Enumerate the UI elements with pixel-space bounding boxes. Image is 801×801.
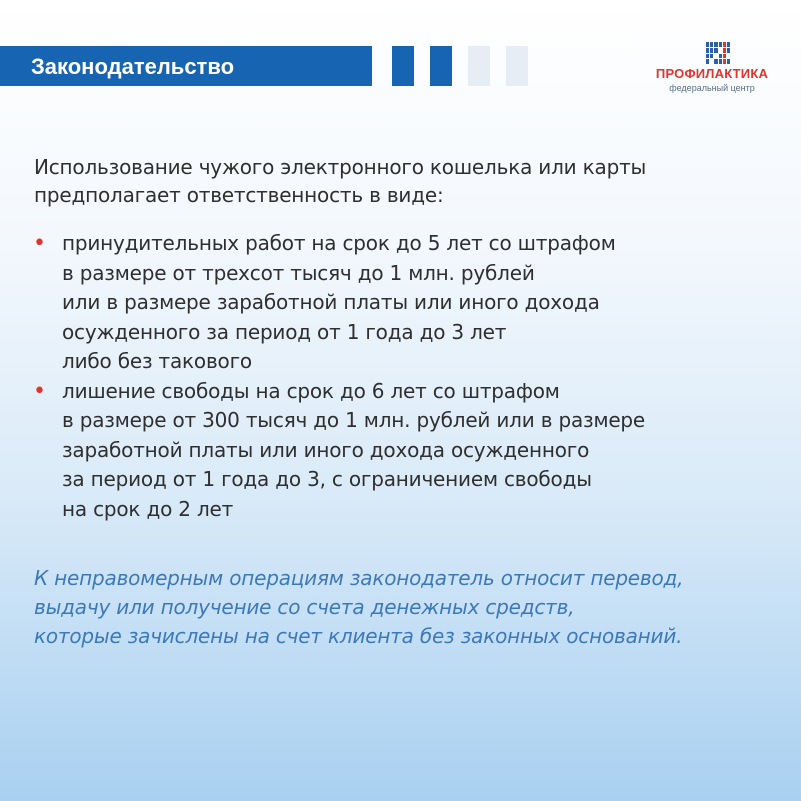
intro-line: предполагает ответственность в виде: — [34, 183, 444, 207]
logo-subtitle: федеральный центр — [669, 83, 755, 93]
logo-name: ПРОФИЛАКТИКА — [655, 66, 769, 81]
list-item-line: за период от 1 года до 3, с ограничением свободы — [62, 467, 592, 491]
logo-grid-cell — [727, 54, 730, 59]
note-line: К неправомерным операциям законодатель относит перевод, — [34, 566, 684, 590]
logo-grid-cell — [714, 54, 717, 59]
logo-grid-cell — [723, 54, 726, 59]
list-item-line: в размере от трехсот тысяч до 1 млн. рублей — [62, 260, 535, 285]
logo-grid-cell — [710, 48, 713, 53]
logo-grid-cell — [727, 59, 730, 64]
logo-grid-cell — [710, 59, 713, 64]
liability-list — [33, 229, 793, 524]
header-decoration-block-4 — [506, 46, 528, 86]
list-item-line: в размере от 300 тысяч до 1 млн. рублей или в размере — [62, 408, 646, 432]
logo-grid-cell — [706, 48, 709, 53]
logo-grid-cell — [710, 54, 713, 59]
logo-grid-cell — [706, 54, 709, 59]
list-item-line: или в размере заработной платы или иного дохода — [62, 290, 600, 314]
logo-grid-cell — [719, 54, 722, 59]
logo-grid-cell — [719, 59, 722, 64]
logo-grid-icon — [706, 42, 730, 64]
logo-grid-cell — [723, 48, 726, 53]
list-item-line: на срок до 2 лет — [62, 496, 234, 521]
intro-line: Использование чужого электронного кошелька или карты — [34, 155, 647, 179]
list-item-line: лишение свободы на срок до 6 лет со штрафом — [62, 378, 560, 403]
header-decoration-block-2 — [430, 46, 452, 86]
list-item-line: принудительных работ на срок до 5 лет со штрафом — [62, 231, 616, 255]
note-line: которые зачислены на счет клиента без законных оснований. — [34, 624, 683, 648]
bullet-icon: • — [33, 378, 46, 404]
note-line: выдачу или получение со счета денежных средств, — [34, 595, 575, 619]
logo-grid-cell — [714, 42, 717, 47]
logo-grid-cell — [727, 42, 730, 47]
logo-grid-cell — [723, 59, 726, 64]
intro-paragraph — [34, 153, 764, 209]
page-title: Законодательство — [31, 54, 235, 79]
list-item-line: заработной платы или иного дохода осужденного — [62, 437, 590, 462]
profilaktika-logo — [648, 40, 776, 96]
header-decoration-block-3 — [468, 46, 490, 86]
logo-grid-cell — [714, 48, 717, 53]
logo-grid-cell — [723, 42, 726, 47]
header-decoration-block-1 — [392, 46, 414, 86]
list-item-line: осужденного за период от 1 года до 3 лет — [62, 319, 507, 344]
logo-grid-cell — [706, 59, 709, 64]
list-item — [33, 377, 793, 525]
legal-note — [34, 564, 794, 651]
list-item — [33, 229, 793, 377]
logo-grid-cell — [714, 59, 717, 64]
logo-grid-cell — [727, 48, 730, 53]
logo-grid-cell — [706, 42, 709, 47]
bullet-icon: • — [33, 231, 46, 256]
list-item-line: либо без такового — [62, 349, 252, 373]
logo-grid-cell — [719, 48, 722, 53]
logo-grid-cell — [710, 42, 713, 47]
logo-grid-cell — [719, 42, 722, 47]
